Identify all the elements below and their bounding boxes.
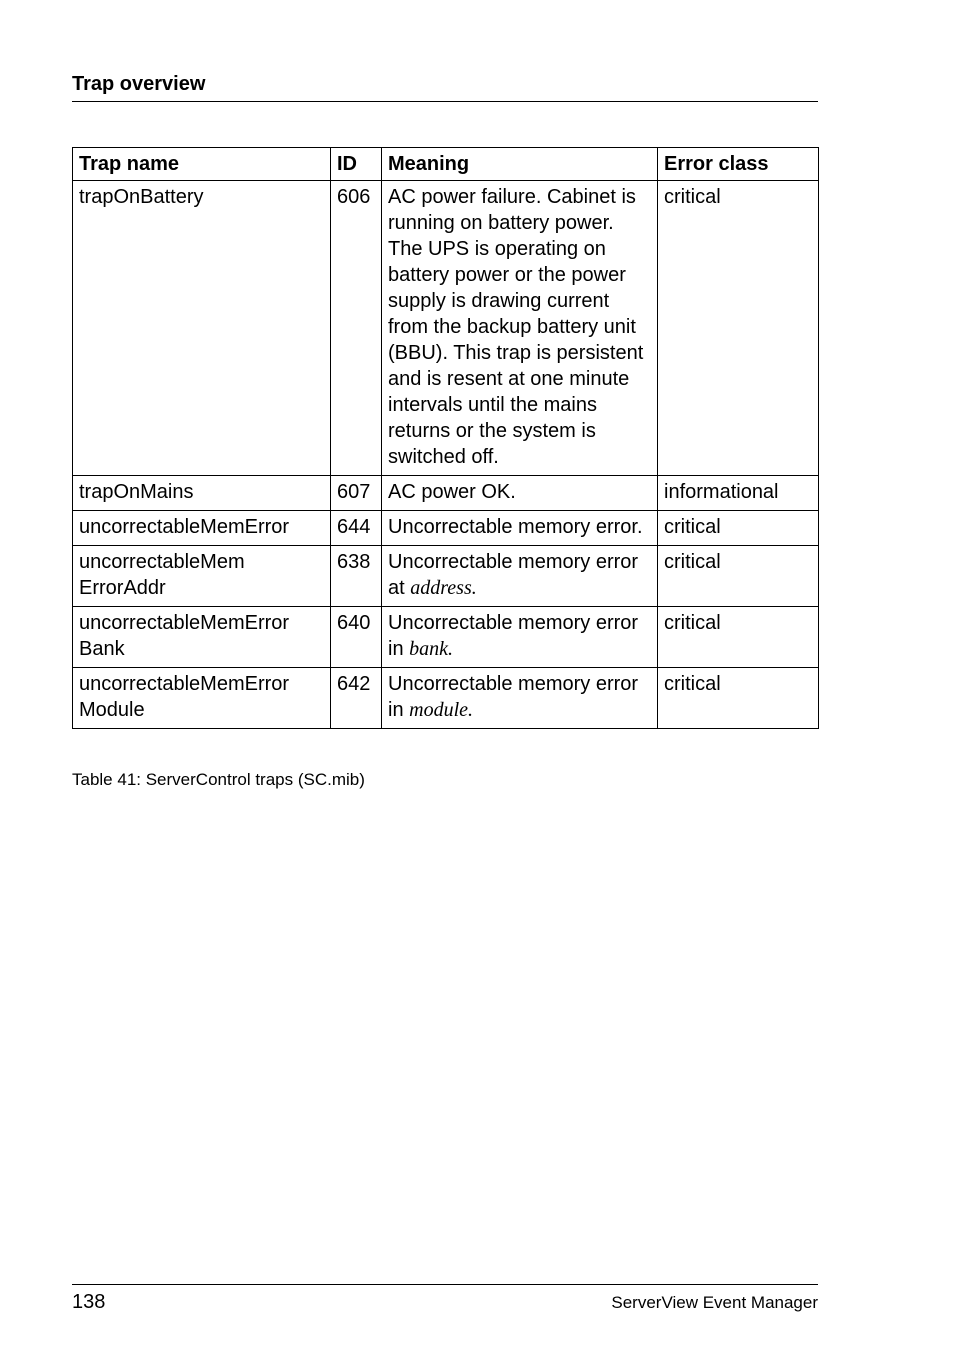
table-row xyxy=(73,181,819,476)
meaning-variable: module xyxy=(409,699,469,721)
trap-id-cell: 644 xyxy=(331,511,382,546)
section-header: Trap overview xyxy=(72,73,206,95)
footer-doc-title: ServerView Event Manager xyxy=(611,1293,818,1312)
meaning-text: Uncorrectable memory error in xyxy=(388,612,639,660)
trap-name-cell: uncorrectableMemError xyxy=(73,511,331,546)
meaning-end: . xyxy=(471,577,477,599)
table-row xyxy=(73,511,819,546)
footer-divider xyxy=(72,1284,818,1285)
error-class-cell: critical xyxy=(658,668,819,729)
trap-id-cell: 607 xyxy=(331,476,382,511)
error-class-cell: critical xyxy=(658,546,819,607)
trap-meaning-cell xyxy=(382,668,658,729)
trap-meaning-cell xyxy=(382,511,658,546)
table-header-row xyxy=(73,148,819,181)
trap-id-cell: 640 xyxy=(331,607,382,668)
trap-name-cell: uncorrectableMemError Module xyxy=(73,668,331,729)
trap-name-cell: uncorrectableMem ErrorAddr xyxy=(73,546,331,607)
trap-meaning-cell xyxy=(382,546,658,607)
trap-meaning-cell xyxy=(382,476,658,511)
column-header-meaning: Meaning xyxy=(382,148,658,181)
meaning-end: . xyxy=(448,638,454,660)
error-class-cell: critical xyxy=(658,181,819,476)
page-number: 138 xyxy=(72,1291,106,1313)
column-header-error-class: Error class xyxy=(658,148,819,181)
trap-table xyxy=(72,147,819,729)
column-header-trap-name: Trap name xyxy=(73,148,331,181)
meaning-variable: address xyxy=(410,577,472,599)
trap-name-cell: trapOnMains xyxy=(73,476,331,511)
trap-name-cell: uncorrectableMemError Bank xyxy=(73,607,331,668)
meaning-variable: bank xyxy=(409,638,449,660)
trap-meaning-cell xyxy=(382,181,658,476)
trap-id-cell: 638 xyxy=(331,546,382,607)
error-class-cell: informational xyxy=(658,476,819,511)
meaning-text: Uncorrectable memory error in xyxy=(388,673,639,721)
header-divider xyxy=(72,101,818,102)
table-row xyxy=(73,668,819,729)
error-class-cell: critical xyxy=(658,607,819,668)
trap-id-cell: 606 xyxy=(331,181,382,476)
trap-meaning-cell xyxy=(382,607,658,668)
table-caption: Table 41: ServerControl traps (SC.mib) xyxy=(72,770,365,789)
trap-name-cell: trapOnBattery xyxy=(73,181,331,476)
meaning-text: AC power OK. xyxy=(388,481,516,503)
column-header-id: ID xyxy=(331,148,382,181)
table-row xyxy=(73,607,819,668)
meaning-text: Uncorrectable memory error. xyxy=(388,516,643,538)
meaning-end: . xyxy=(468,699,474,721)
trap-id-cell: 642 xyxy=(331,668,382,729)
table-row xyxy=(73,546,819,607)
meaning-text: Uncorrectable memory error at xyxy=(388,551,639,599)
error-class-cell: critical xyxy=(658,511,819,546)
meaning-text: AC power failure. Cabinet is running on battery power. The UPS is operating on battery power or the power supply is drawing current from the backup battery unit (BBU). This trap is persistent and is resent at one minute intervals until the mains returns or the system is switched off. xyxy=(388,186,644,468)
table-row xyxy=(73,476,819,511)
